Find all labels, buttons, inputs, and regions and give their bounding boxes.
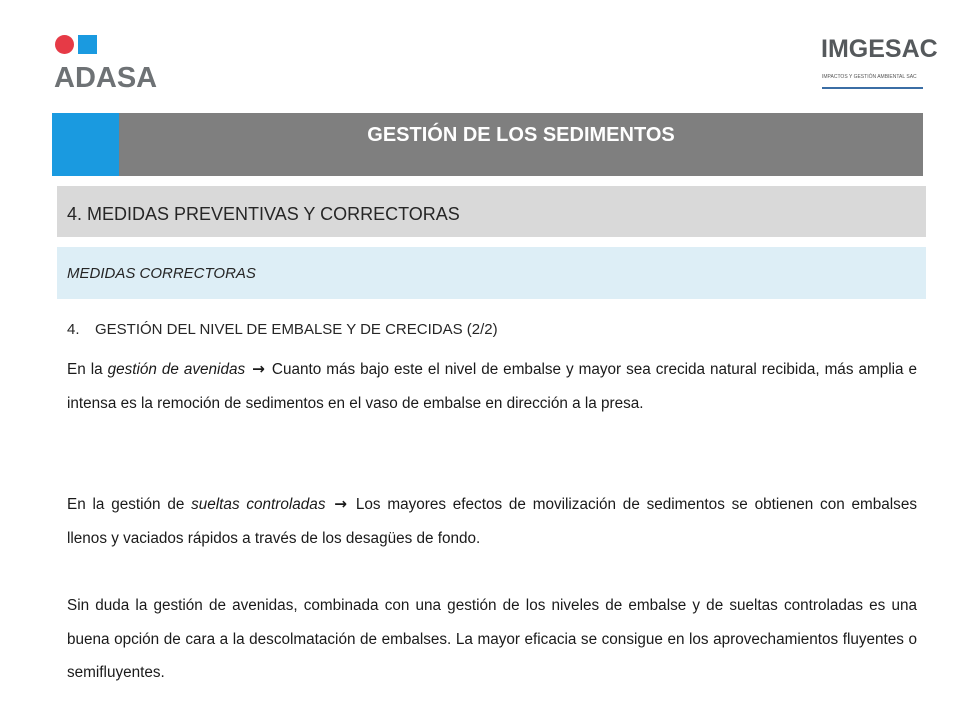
paragraph-conclusion: Sin duda la gestión de avenidas, combinada con una gestión de los niveles de embalse y de sueltas controladas es una buena opción de cara a la descolmatación de embalses. La mayor eficacia se consigue en los aprovechamientos fluyentes o semifluyentes. [67, 597, 917, 681]
paragraph-body: Cuanto más bajo este el nivel de embalse y mayor sea crecida natural recibida, más amplia e intensa es la remoción de sedimentos en el vaso de embalse en dirección a la presa. [67, 361, 917, 412]
page-title: GESTIÓN DE LOS SEDIMENTOS [367, 124, 675, 146]
subsection-banner [57, 247, 926, 299]
paragraph-emphasis: gestión de avenidas [107, 361, 246, 378]
arrow-right-icon: → [252, 360, 265, 378]
paragraph-lead: En la [67, 361, 108, 378]
paragraph-emphasis: sueltas controladas [191, 496, 326, 513]
paragraph-sueltas [67, 488, 917, 555]
title-accent-block [52, 113, 119, 176]
paragraph-avenidas [67, 353, 917, 420]
item-heading-text: GESTIÓN DEL NIVEL DE EMBALSE Y DE CRECIDAS (2/2) [95, 321, 498, 338]
adasa-logo-text: ADASA [54, 62, 158, 94]
arrow-right-icon: → [334, 495, 348, 513]
title-banner [52, 113, 923, 176]
subsection-heading: MEDIDAS CORRECTORAS [67, 265, 256, 282]
imgesac-logo-underline [822, 87, 923, 89]
imgesac-logo [820, 34, 938, 94]
adasa-logo [52, 32, 182, 96]
adasa-circle-icon [55, 35, 74, 54]
section-heading: 4. MEDIDAS PREVENTIVAS Y CORRECTORAS [67, 204, 460, 224]
adasa-square-icon [78, 35, 97, 54]
paragraph-body: Los mayores efectos de movilización de sedimentos se obtienen con embalses llenos y vaciados rápidos a través de los desagües de fondo. [67, 496, 917, 547]
item-number: 4. [67, 321, 80, 338]
imgesac-logo-subtitle: IMPACTOS Y GESTIÓN AMBIENTAL SAC [822, 74, 917, 80]
paragraph-lead: En la gestión de [67, 496, 192, 513]
section-banner [57, 186, 926, 237]
item-heading [67, 320, 498, 340]
imgesac-logo-text: IMGESAC [821, 35, 938, 63]
